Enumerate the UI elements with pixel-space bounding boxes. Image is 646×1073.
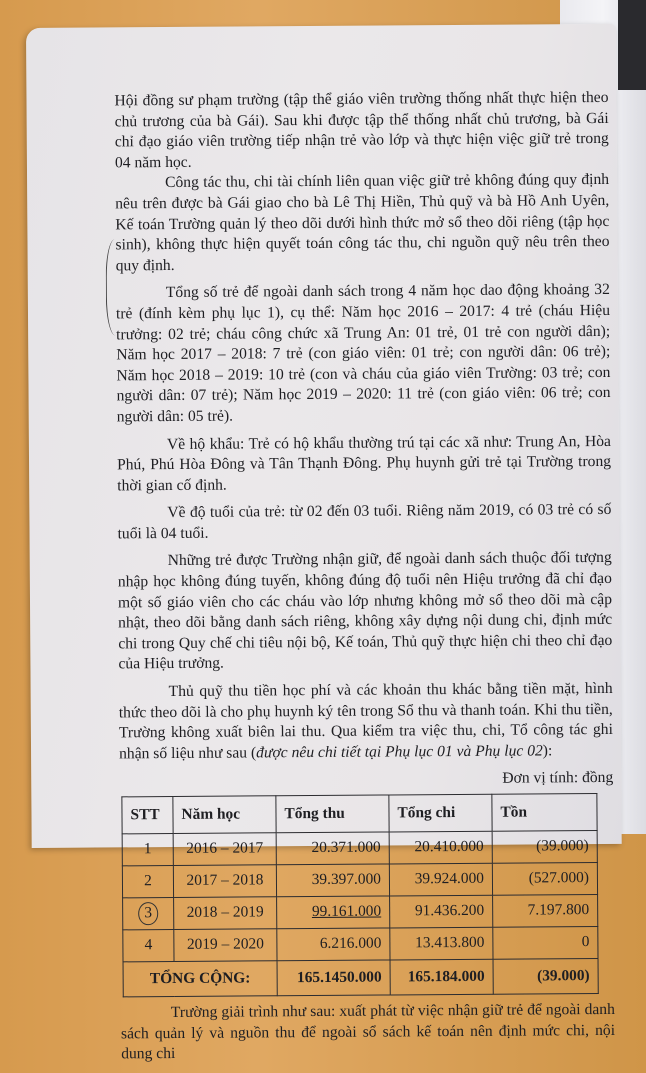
appendix-reference: được nêu chi tiết tại Phụ lục 01 và Phụ lục 02 — [256, 742, 543, 762]
total-chi: 165.184.000 — [390, 959, 493, 995]
total-label: TỔNG CỘNG: — [123, 961, 277, 997]
total-ton: (39.000) — [493, 959, 598, 995]
paragraph-4: Về hộ khẩu: Trẻ có hộ khẩu thường trú tại các xã như: Trung An, Hòa Phú, Phú Hòa Đông và Tân Thạnh Đông. Phụ huynh gửi trẻ tại Trường trong thời gian cố định. — [116, 432, 612, 495]
paragraph-7-text: Thủ quỹ thu tiền học phí và các khoản thu khác bằng tiền mặt, hình thức theo dõi là cho phụ huynh ký tên trong Sổ thu và thanh toán. Khi thu tiền, Trường không xuất biên lai thu. Qua kiểm tra việc thu, chi, Tổ công tác ghi nhận số liệu như sau ( — [118, 679, 613, 763]
cell-stt: 2 — [122, 865, 173, 897]
cell-chi: 91.436.200 — [390, 895, 493, 928]
table-row — [123, 927, 598, 962]
cell-chi: 20.410.000 — [389, 831, 492, 864]
header-tong-chi: Tổng chi — [389, 794, 492, 832]
handwritten-circle-mark: 3 — [138, 902, 158, 925]
handwritten-underline-mark: 99.161.000 — [311, 902, 382, 921]
header-ton: Tồn — [492, 794, 597, 832]
cell-stt — [123, 897, 174, 929]
cell-year: 2016 – 2017 — [173, 833, 276, 866]
table-header-row — [122, 794, 597, 834]
document-body — [114, 88, 615, 1072]
cell-ton: 7.197.800 — [493, 895, 598, 928]
table-row — [123, 895, 598, 930]
document-page — [26, 24, 622, 1063]
paragraph-6: Những trẻ được Trường nhận giữ, để ngoài danh sách thuộc đối tượng nhập học không đúng tuyến, không đúng độ tuổi nên Hiệu trưởng đã chỉ đạo một số giáo viên cho các cháu vào lớp nhưng không mở sổ theo dõi mà cập nhật, theo dõi bằng danh sách riêng, không xây dựng nội dung chi, định mức chi trong Quy chế chi tiêu nội bộ, Kế toán, Thủ quỹ thực hiện chi theo chỉ đạo của Hiệu trưởng. — [117, 549, 613, 673]
cell-ton: (527.000) — [492, 863, 597, 896]
cell-ton: (39.000) — [492, 831, 597, 864]
cell-year: 2017 – 2018 — [173, 865, 276, 898]
total-thu: 165.1450.000 — [277, 960, 390, 996]
header-nam-hoc: Năm học — [173, 796, 276, 834]
cell-thu: 20.371.000 — [276, 832, 389, 865]
paragraph-7 — [119, 679, 614, 765]
cell-chi: 39.924.000 — [389, 863, 492, 896]
cell-thu: 6.216.000 — [277, 928, 390, 961]
header-tong-thu: Tổng thu — [276, 795, 389, 833]
paragraph-5: Về độ tuổi của trẻ: từ 02 đến 03 tuổi. Riêng năm 2019, có 03 trẻ có số tuổi là 04 tuổi. — [117, 501, 612, 543]
paragraph-7-end: ): — [542, 742, 553, 760]
background-object — [618, 0, 646, 90]
header-stt: STT — [122, 796, 173, 833]
cell-thu — [277, 896, 390, 929]
cell-ton: 0 — [493, 927, 598, 960]
cell-year: 2018 – 2019 — [174, 897, 277, 930]
table-row — [122, 863, 597, 898]
unit-label: Đơn vị tính: đồng — [502, 769, 614, 788]
paragraph-2: Công tác thu, chi tài chính liên quan việc giữ trẻ không đúng quy định nêu trên được bà Gái giao cho bà Lê Thị Hiền, Thủ quỹ và bà Hồ Anh Uyên, Kế toán Trường quản lý theo dõi dưới hình thức mở sổ theo dõi riêng (tập học sinh), không thực hiện quyết toán công tác thu, chi nguồn quỹ nêu trên theo quy định. — [115, 171, 610, 275]
paragraph-3: Tổng số trẻ để ngoài danh sách trong 4 năm học dao động khoảng 32 trẻ (đính kèm phụ lục 1), cụ thể: Năm học 2016 – 2017: 4 trẻ (cháu Hiệu trưởng: 02 trẻ; cháu công chức xã Trung An: 01 trẻ, 01 trẻ con người dân); Năm học 2017 – 2018: 7 trẻ (con giáo viên: 01 trẻ; con người dân: 06 trẻ); Năm học 2018 – 2019: 10 trẻ (con và cháu của giáo viên Trường: 03 trẻ; con người dân: 07 trẻ); Năm học 2019 – 2020: 11 trẻ (con giáo viên: 06 trẻ; con người dân: 05 trẻ). — [115, 281, 611, 426]
finance-table — [121, 793, 598, 997]
cell-chi: 13.413.800 — [390, 927, 493, 960]
table-row — [122, 831, 597, 866]
closing-paragraph: Trường giải trình như sau: xuất phát từ việc nhận giữ trẻ để ngoài danh sách quản lý và nguồn thu để ngoài sổ sách kế toán nên định mức chi, nội dung chi — [120, 1000, 616, 1063]
cell-thu: 39.397.000 — [276, 864, 389, 897]
cell-stt: 4 — [123, 929, 174, 961]
table-total-row — [123, 959, 598, 997]
cell-stt: 1 — [122, 833, 173, 865]
cell-year: 2019 – 2020 — [174, 929, 277, 962]
paragraph-1: Hội đồng sư phạm trường (tập thể giáo viên trường thống nhất thực hiện theo chủ trương của bà Gái). Sau khi được tập thể thống nhất chủ trương, bà Gái chỉ đạo giáo viên trường tiếp nhận trẻ vào lớp và thực hiện việc giữ trẻ trong 04 năm học. — [114, 88, 609, 172]
